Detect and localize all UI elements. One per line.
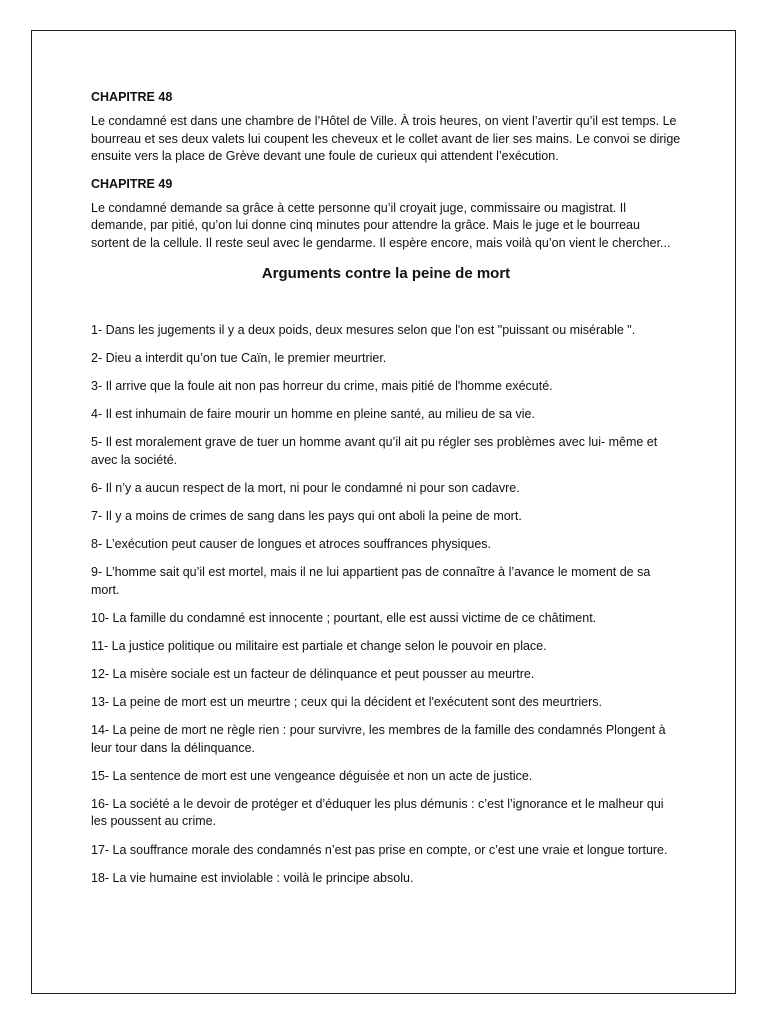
argument-item: 16- La société a le devoir de protéger et d’éduquer les plus démunis : c’est l’ignorance et le malheur qui les poussent au crime. bbox=[91, 796, 664, 829]
chapter-49-summary: Le condamné demande sa grâce à cette personne qu’il croyait juge, commissaire ou magistrat. Il demande, par pitié, qu’on lui donne cinq minutes pour attendre la grâce. Mais le juge et le bourreau sortent de la cellule. Il reste seul avec le gendarme. Il espère encore, mais voilà qu’on vient le chercher... bbox=[91, 200, 671, 250]
argument-item: 8- L’exécution peut causer de longues et atroces souffrances physiques. bbox=[91, 537, 492, 552]
page-content bbox=[91, 89, 681, 898]
argument-item: 9- L’homme sait qu’il est mortel, mais il ne lui appartient pas de connaître à l’avance le moment de sa mort. bbox=[91, 565, 651, 597]
chapter-48-summary: Le condamné est dans une chambre de l’Hôtel de Ville. À trois heures, on vient l’avertir qu’il est temps. Le bourreau et ses deux valets lui coupent les cheveux et le collet avant de lier ses mains. Le convoi se dirige ensuite vers la place de Grève devant une foule de curieux qui attendent l’exécution. bbox=[91, 114, 681, 163]
argument-item: 17- La souffrance morale des condamnés n’est pas prise en compte, or c’est une vraie et longue torture. bbox=[91, 842, 668, 857]
chapter-49-title: CHAPITRE 49 bbox=[91, 176, 173, 191]
argument-item: 5- Il est moralement grave de tuer un homme avant qu’il ait pu régler ses problèmes avec lui- même et avec la société. bbox=[91, 435, 658, 467]
argument-item: 12- La misère sociale est un facteur de délinquance et peut pousser au meurtre. bbox=[91, 667, 535, 682]
argument-item: 15- La sentence de mort est une vengeance déguisée et non un acte de justice. bbox=[91, 768, 533, 783]
argument-item: 14- La peine de mort ne règle rien : pour survivre, les membres de la famille des condamnés Plongent à leur tour dans la délinquance. bbox=[91, 723, 666, 755]
section-title: Arguments contre la peine de mort bbox=[261, 265, 511, 282]
argument-item: 2- Dieu a interdit qu’on tue Caïn, le premier meurtrier. bbox=[91, 351, 387, 366]
argument-item: 1- Dans les jugements il y a deux poids, deux mesures selon que l'on est "puissant ou misérable ". bbox=[91, 323, 636, 337]
chapter-48-title: CHAPITRE 48 bbox=[91, 90, 173, 104]
argument-item: 6- Il n’y a aucun respect de la mort, ni pour le condamné ni pour son cadavre. bbox=[91, 480, 520, 495]
argument-item: 13- La peine de mort est un meurtre ; ceux qui la décident et l'exécutent sont des meurtriers. bbox=[91, 695, 602, 710]
argument-item: 10- La famille du condamné est innocente ; pourtant, elle est aussi victime de ce châtiment. bbox=[91, 610, 597, 625]
argument-item: 18- La vie humaine est inviolable : voilà le principe absolu. bbox=[91, 870, 414, 885]
arguments-list bbox=[91, 322, 681, 887]
document-page bbox=[31, 30, 736, 994]
argument-item: 7- Il y a moins de crimes de sang dans les pays qui ont aboli la peine de mort. bbox=[91, 509, 522, 524]
argument-item: 11- La justice politique ou militaire est partiale et change selon le pouvoir en place. bbox=[91, 638, 547, 653]
argument-item: 3- Il arrive que la foule ait non pas horreur du crime, mais pitié de l'homme exécuté. bbox=[91, 379, 553, 394]
argument-item: 4- Il est inhumain de faire mourir un homme en pleine santé, au milieu de sa vie. bbox=[91, 407, 535, 422]
